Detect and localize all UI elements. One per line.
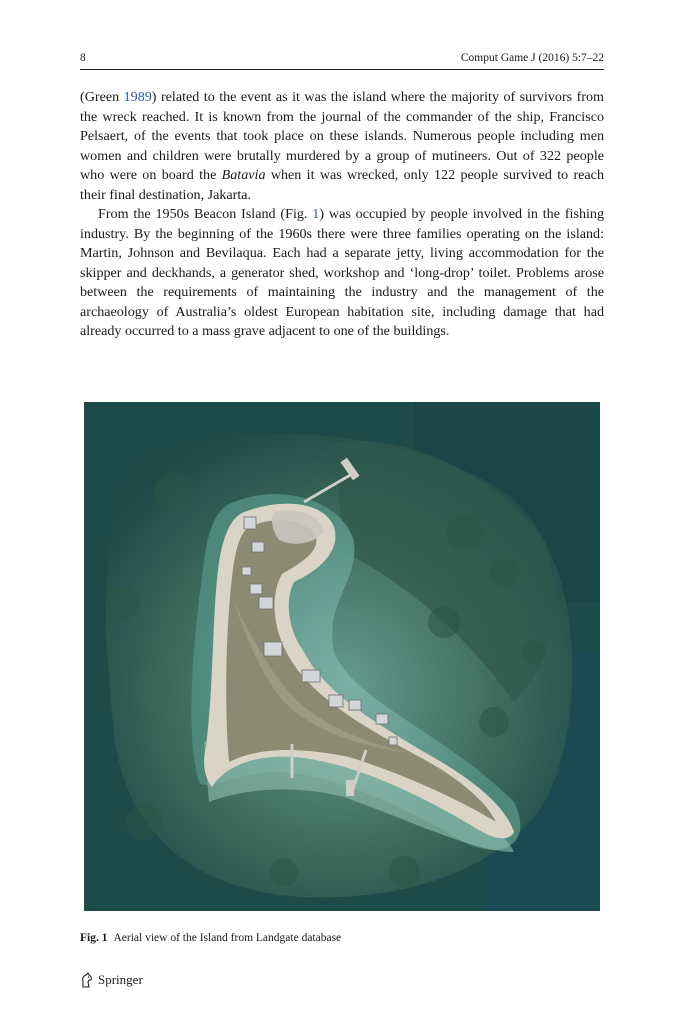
citation-link-green-1989[interactable]: 1989 [123,89,152,105]
body-text [80,88,604,342]
paragraph-2: From the 1950s Beacon Island (Fig. 1) was occupied by people involved in the fishing industry. By the beginning of the 1960s there were three families operating on the island: Martin, Johnson and Bevilaqua. Each had a separate jetty, living accommodation for the skipper and deckhands, a generator shed, workshop and ‘long-drop’ toilet. Problems arose between the requirements of maintaining the industry and the management of the archaeology of Australia’s oldest European habitation site, including damage that had already occurred to a mass grave adjacent to one of the buildings. [80,206,604,339]
page-number: 8 [80,52,86,64]
publisher-footer [80,972,143,988]
ship-name: Batavia [221,167,266,183]
aerial-photo-figure [84,402,600,911]
caption-text: Aerial view of the Island from Landgate database [113,932,342,944]
figure-label: Fig. 1 [80,932,108,944]
island-aerial-image [84,402,600,911]
figure-reference-link[interactable]: 1 [312,206,320,222]
paragraph-1: (Green 1989) related to the event as it was the island where the majority of survivors from the wreck reached. It is known from the journal of the commander of the ship, Francisco Pelsaert, of the events that took place on these islands. Numerous people including men women and children were brutally murdered by a group of mutineers. Out of 322 people who were on board the Batavia when it was wrecked, only 122 people survived to reach their final destination, Jakarta. [80,89,605,203]
springer-horse-icon [80,972,94,988]
journal-reference: Comput Game J (2016) 5:7–22 [460,52,604,64]
running-header [80,50,604,66]
publisher-name: Springer [98,972,143,987]
header-rule [80,69,604,70]
figure-caption [80,931,604,946]
